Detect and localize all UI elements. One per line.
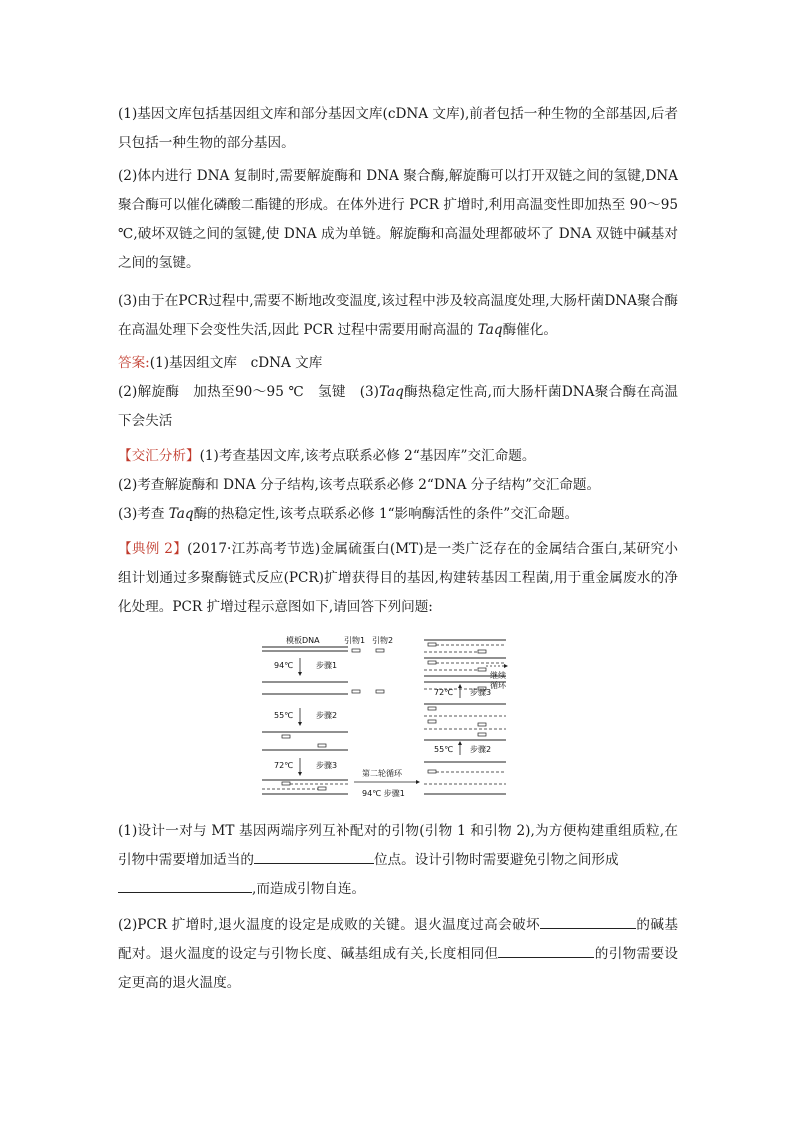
- analysis-label: 【交汇分析】: [118, 448, 200, 464]
- primer-box: [428, 661, 436, 664]
- primer-box: [428, 770, 436, 773]
- example-label: 【典例 2】: [118, 541, 188, 557]
- temp-72-left: 72℃: [274, 761, 294, 770]
- bottom-step-label: 94℃ 步骤1: [362, 789, 405, 798]
- step3-left: 步骤3: [316, 761, 338, 770]
- primer-box: [428, 707, 436, 710]
- primer-box: [478, 668, 486, 671]
- answer-label: 答案:: [118, 355, 150, 371]
- primer-box: [282, 735, 290, 738]
- primer-box: [282, 782, 290, 785]
- question-2: (2)PCR 扩增时,退火温度的设定是成败的关键。退火温度过高会破坏 的碱基配对。退火温度的设定与引物长度、碱基组成有关,长度相同但 的引物需要设定更高的退火温度。: [118, 911, 678, 998]
- primer-box: [318, 744, 326, 747]
- taq-italic: Taq: [477, 322, 503, 338]
- primer-box: [428, 643, 436, 646]
- step1-left: 步骤1: [316, 661, 338, 670]
- explanation-p3: (3)由于在PCR过程中,需要不断地改变温度,该过程中涉及较高温度处理,大肠杆菌DNA聚合酶在高温处理下会变性失活,因此 PCR 过程中需要用耐高温的 Taq酶催化。: [118, 293, 678, 338]
- analysis-block: 【交汇分析】(1)考查基因文库,该考点联系必修 2“基因库”交汇命题。 (2)考查解旋酶和 DNA 分子结构,该考点联系必修 2“DNA 分子结构”交汇命题。 (3)考查 Taq酶的热稳定性,该考点联系必修 1“影响酶活性的条件”交汇命题。: [118, 448, 601, 522]
- primer1-box: [352, 690, 360, 693]
- primer-box: [318, 787, 326, 790]
- arrow-right-head: [416, 780, 420, 784]
- primer2-label: 引物2: [372, 636, 394, 645]
- step3-right: 步骤3: [470, 688, 492, 697]
- primer-box: [478, 650, 486, 653]
- arrow-up-head-2: [458, 741, 462, 745]
- primer2-box: [376, 649, 384, 652]
- example-block: 【典例 2】(2017·江苏高考节选)金属硫蛋白(MT)是一类广泛存在的金属结合蛋白,某研究小组计划通过多聚酶链式反应(PCR)扩增获得目的基因,构建转基因工程菌,用于重金属废水的净化处理。PCR 扩增过程示意图如下,请回答下列问题:: [118, 541, 678, 615]
- answer-blank-1[interactable]: [254, 849, 374, 864]
- temp-72-right: 72℃: [434, 688, 454, 697]
- primer2-box: [376, 690, 384, 693]
- arrow-up-head-3: [458, 684, 462, 688]
- arrow-head-2: [298, 722, 302, 726]
- pcr-diagram-svg: [258, 634, 516, 802]
- pcr-diagram: [258, 634, 516, 802]
- question-1: (1)设计一对与 MT 基因两端序列互补配对的引物(引物 1 和引物 2),为方便构建重组质粒,在引物中需要增加适当的 位点。设计引物时需要避免引物之间形成 ,而造成引物自连。: [118, 823, 678, 897]
- explanation-p1: (1)基因文库包括基因组文库和部分基因文库(cDNA 文库),前者包括一种生物的全部基因,后者只包括一种生物的部分基因。: [118, 106, 678, 151]
- answer-blank-2[interactable]: [118, 878, 252, 893]
- primer-box: [478, 733, 486, 736]
- continue-label-2: 循环: [490, 681, 506, 690]
- temp-94-left: 94℃: [274, 661, 294, 670]
- second-round-label: 第二轮循环: [362, 769, 402, 778]
- temp-55-left: 55℃: [274, 711, 294, 720]
- continue-arrow-head: [504, 664, 508, 668]
- primer-box: [478, 723, 486, 726]
- primer1-label: 引物1: [344, 636, 366, 645]
- temp-55-right: 55℃: [434, 745, 454, 754]
- answer-blank-3[interactable]: [540, 914, 636, 929]
- template-label: 模板DNA: [286, 636, 320, 645]
- arrow-head-3: [298, 772, 302, 776]
- answer-blank-4[interactable]: [498, 943, 594, 958]
- explanation-p2: (2)体内进行 DNA 复制时,需要解旋酶和 DNA 聚合酶,解旋酶可以打开双链之间的氢键,DNA 聚合酶可以催化磷酸二酯键的形成。在体外进行 PCR 扩增时,利用高温变性即加热至 90～95 ℃,破坏双链之间的氢键,使 DNA 成为单链。解旋酶和高温处理都破坏了 DNA 双链中碱基对之间的氢键。: [118, 168, 678, 271]
- continue-label-1: 继续: [490, 671, 506, 680]
- arrow-head-1: [298, 672, 302, 676]
- answer-block: 答案:(1)基因组文库 cDNA 文库 (2)解旋酶 加热至90～95 ℃ 氢键 (3)Taq酶热稳定性高,而大肠杆菌DNA聚合酶在高温下会失活: [118, 355, 678, 429]
- step2-right: 步骤2: [470, 745, 492, 754]
- primer1-box: [352, 649, 360, 652]
- primer-box: [428, 720, 436, 723]
- step2-left: 步骤2: [316, 711, 338, 720]
- right-column: [424, 640, 508, 794]
